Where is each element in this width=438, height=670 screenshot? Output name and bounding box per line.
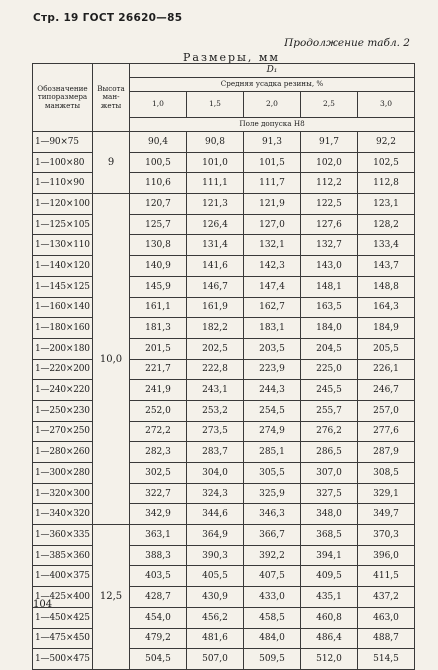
- designation-cell: 1—140×120: [33, 256, 93, 277]
- shrink-value: 3,0: [358, 92, 415, 118]
- value-cell: 90,4: [130, 132, 187, 153]
- value-cell: 101,0: [187, 152, 244, 173]
- table-body: [33, 132, 415, 670]
- value-cell: 305,5: [244, 463, 301, 484]
- shrink-value: 1,5: [187, 92, 244, 118]
- value-cell: 274,9: [244, 421, 301, 442]
- designation-cell: 1—145×125: [33, 276, 93, 297]
- value-cell: 368,5: [301, 525, 358, 546]
- value-cell: 127,0: [244, 214, 301, 235]
- value-cell: 111,7: [244, 173, 301, 194]
- table-row: [33, 421, 415, 442]
- table-row: [33, 173, 415, 194]
- value-cell: 283,7: [187, 442, 244, 463]
- table-row: [33, 214, 415, 235]
- designation-header: Обозначение типоразмера манжеты: [33, 64, 93, 132]
- table-row: [33, 525, 415, 546]
- value-cell: 364,9: [187, 525, 244, 546]
- value-cell: 514,5: [358, 649, 415, 670]
- value-cell: 148,1: [301, 276, 358, 297]
- value-cell: 222,8: [187, 359, 244, 380]
- value-cell: 458,5: [244, 607, 301, 628]
- value-cell: 273,5: [187, 421, 244, 442]
- table-row: [33, 566, 415, 587]
- table-continuation-label: Продолжение табл. 2: [284, 37, 410, 49]
- value-cell: 243,1: [187, 380, 244, 401]
- value-cell: 120,7: [130, 194, 187, 215]
- designation-cell: 1—200×180: [33, 338, 93, 359]
- table-row: [33, 297, 415, 318]
- designation-cell: 1—300×280: [33, 463, 93, 484]
- value-cell: 183,1: [244, 318, 301, 339]
- value-cell: 161,1: [130, 297, 187, 318]
- value-cell: 121,3: [187, 194, 244, 215]
- value-cell: 161,9: [187, 297, 244, 318]
- value-cell: 428,7: [130, 587, 187, 608]
- value-cell: 454,0: [130, 607, 187, 628]
- value-cell: 246,7: [358, 380, 415, 401]
- value-cell: 162,7: [244, 297, 301, 318]
- value-cell: 202,5: [187, 338, 244, 359]
- designation-cell: 1—220×200: [33, 359, 93, 380]
- page-header: Стр. 19 ГОСТ 26620—85: [33, 12, 183, 24]
- height-header: Высота ман-жеты: [93, 64, 130, 132]
- value-cell: 329,1: [358, 483, 415, 504]
- value-cell: 128,2: [358, 214, 415, 235]
- table-row: [33, 504, 415, 525]
- designation-cell: 1—110×90: [33, 173, 93, 194]
- value-cell: 463,0: [358, 607, 415, 628]
- value-cell: 143,0: [301, 256, 358, 277]
- value-cell: 127,6: [301, 214, 358, 235]
- table-row: [33, 318, 415, 339]
- d1-header: D₁: [130, 64, 415, 78]
- value-cell: 307,0: [301, 463, 358, 484]
- value-cell: 112,8: [358, 173, 415, 194]
- designation-cell: 1—450×425: [33, 607, 93, 628]
- table-row: [33, 359, 415, 380]
- value-cell: 253,2: [187, 400, 244, 421]
- value-cell: 244,3: [244, 380, 301, 401]
- value-cell: 507,0: [187, 649, 244, 670]
- dimensions-table: [32, 63, 415, 670]
- designation-cell: 1—500×475: [33, 649, 93, 670]
- value-cell: 133,4: [358, 235, 415, 256]
- value-cell: 181,3: [130, 318, 187, 339]
- value-cell: 437,2: [358, 587, 415, 608]
- value-cell: 322,7: [130, 483, 187, 504]
- value-cell: 512,0: [301, 649, 358, 670]
- value-cell: 433,0: [244, 587, 301, 608]
- value-cell: 509,5: [244, 649, 301, 670]
- value-cell: 349,7: [358, 504, 415, 525]
- value-cell: 344,6: [187, 504, 244, 525]
- value-cell: 164,3: [358, 297, 415, 318]
- value-cell: 143,7: [358, 256, 415, 277]
- designation-cell: 1—130×110: [33, 235, 93, 256]
- value-cell: 141,6: [187, 256, 244, 277]
- value-cell: 225,0: [301, 359, 358, 380]
- value-cell: 484,0: [244, 628, 301, 649]
- designation-cell: 1—280×260: [33, 442, 93, 463]
- shrink-header: Средняя усадка резины, %: [130, 78, 415, 92]
- value-cell: 100,5: [130, 152, 187, 173]
- height-cell: 12,5: [93, 525, 130, 670]
- table-row: [33, 649, 415, 670]
- value-cell: 147,4: [244, 276, 301, 297]
- designation-cell: 1—100×80: [33, 152, 93, 173]
- table-row: [33, 607, 415, 628]
- table-row: [33, 587, 415, 608]
- value-cell: 163,5: [301, 297, 358, 318]
- value-cell: 182,2: [187, 318, 244, 339]
- designation-cell: 1—240×220: [33, 380, 93, 401]
- value-cell: 405,5: [187, 566, 244, 587]
- value-cell: 142,3: [244, 256, 301, 277]
- value-cell: 110,6: [130, 173, 187, 194]
- value-cell: 272,2: [130, 421, 187, 442]
- value-cell: 285,1: [244, 442, 301, 463]
- table-row: [33, 380, 415, 401]
- value-cell: 111,1: [187, 173, 244, 194]
- value-cell: 430,9: [187, 587, 244, 608]
- value-cell: 223,9: [244, 359, 301, 380]
- value-cell: 324,3: [187, 483, 244, 504]
- value-cell: 122,5: [301, 194, 358, 215]
- table-caption: Размеры, мм: [183, 51, 280, 64]
- value-cell: 411,5: [358, 566, 415, 587]
- value-cell: 204,5: [301, 338, 358, 359]
- value-cell: 276,2: [301, 421, 358, 442]
- table-row: [33, 463, 415, 484]
- table-row: [33, 152, 415, 173]
- value-cell: 435,1: [301, 587, 358, 608]
- designation-cell: 1—425×400: [33, 587, 93, 608]
- value-cell: 348,0: [301, 504, 358, 525]
- shrink-value: 2,0: [244, 92, 301, 118]
- value-cell: 325,9: [244, 483, 301, 504]
- value-cell: 148,8: [358, 276, 415, 297]
- value-cell: 245,5: [301, 380, 358, 401]
- value-cell: 287,9: [358, 442, 415, 463]
- value-cell: 327,5: [301, 483, 358, 504]
- table-row: [33, 194, 415, 215]
- value-cell: 132,1: [244, 235, 301, 256]
- shrink-value: 2,5: [301, 92, 358, 118]
- designation-cell: 1—475×450: [33, 628, 93, 649]
- value-cell: 241,9: [130, 380, 187, 401]
- value-cell: 184,0: [301, 318, 358, 339]
- designation-cell: 1—360×335: [33, 525, 93, 546]
- value-cell: 91,3: [244, 132, 301, 153]
- value-cell: 394,1: [301, 545, 358, 566]
- value-cell: 112,2: [301, 173, 358, 194]
- value-cell: 363,1: [130, 525, 187, 546]
- value-cell: 121,9: [244, 194, 301, 215]
- value-cell: 184,9: [358, 318, 415, 339]
- value-cell: 302,5: [130, 463, 187, 484]
- value-cell: 126,4: [187, 214, 244, 235]
- designation-cell: 1—340×320: [33, 504, 93, 525]
- value-cell: 101,5: [244, 152, 301, 173]
- table-row: [33, 483, 415, 504]
- value-cell: 486,4: [301, 628, 358, 649]
- value-cell: 370,3: [358, 525, 415, 546]
- value-cell: 409,5: [301, 566, 358, 587]
- value-cell: 479,2: [130, 628, 187, 649]
- value-cell: 102,0: [301, 152, 358, 173]
- value-cell: 488,7: [358, 628, 415, 649]
- designation-cell: 1—385×360: [33, 545, 93, 566]
- designation-cell: 1—250×230: [33, 400, 93, 421]
- value-cell: 481,6: [187, 628, 244, 649]
- value-cell: 201,5: [130, 338, 187, 359]
- value-cell: 254,5: [244, 400, 301, 421]
- value-cell: 130,8: [130, 235, 187, 256]
- value-cell: 257,0: [358, 400, 415, 421]
- value-cell: 255,7: [301, 400, 358, 421]
- value-cell: 282,3: [130, 442, 187, 463]
- height-cell: 9: [93, 132, 130, 194]
- value-cell: 277,6: [358, 421, 415, 442]
- value-cell: 388,3: [130, 545, 187, 566]
- designation-cell: 1—90×75: [33, 132, 93, 153]
- value-cell: 125,7: [130, 214, 187, 235]
- value-cell: 205,5: [358, 338, 415, 359]
- table-row: [33, 235, 415, 256]
- value-cell: 140,9: [130, 256, 187, 277]
- value-cell: 407,5: [244, 566, 301, 587]
- value-cell: 460,8: [301, 607, 358, 628]
- designation-cell: 1—180×160: [33, 318, 93, 339]
- value-cell: 145,9: [130, 276, 187, 297]
- value-cell: 123,1: [358, 194, 415, 215]
- value-cell: 308,5: [358, 463, 415, 484]
- value-cell: 390,3: [187, 545, 244, 566]
- page-number: 104: [33, 599, 53, 610]
- tolerance-header: Поле допуска H8: [130, 118, 415, 132]
- value-cell: 91,7: [301, 132, 358, 153]
- height-cell: 10,0: [93, 194, 130, 525]
- table-row: [33, 545, 415, 566]
- table-row: [33, 256, 415, 277]
- value-cell: 286,5: [301, 442, 358, 463]
- value-cell: 92,2: [358, 132, 415, 153]
- value-cell: 396,0: [358, 545, 415, 566]
- table-row: [33, 442, 415, 463]
- shrink-value: 1,0: [130, 92, 187, 118]
- value-cell: 504,5: [130, 649, 187, 670]
- value-cell: 146,7: [187, 276, 244, 297]
- designation-cell: 1—400×375: [33, 566, 93, 587]
- value-cell: 403,5: [130, 566, 187, 587]
- value-cell: 226,1: [358, 359, 415, 380]
- value-cell: 456,2: [187, 607, 244, 628]
- table-row: [33, 276, 415, 297]
- value-cell: 221,7: [130, 359, 187, 380]
- value-cell: 304,0: [187, 463, 244, 484]
- designation-cell: 1—270×250: [33, 421, 93, 442]
- table-row: [33, 400, 415, 421]
- value-cell: 252,0: [130, 400, 187, 421]
- table-row: [33, 628, 415, 649]
- value-cell: 131,4: [187, 235, 244, 256]
- value-cell: 203,5: [244, 338, 301, 359]
- value-cell: 346,3: [244, 504, 301, 525]
- designation-cell: 1—125×105: [33, 214, 93, 235]
- designation-cell: 1—320×300: [33, 483, 93, 504]
- value-cell: 102,5: [358, 152, 415, 173]
- value-cell: 90,8: [187, 132, 244, 153]
- value-cell: 342,9: [130, 504, 187, 525]
- designation-cell: 1—120×100: [33, 194, 93, 215]
- value-cell: 366,7: [244, 525, 301, 546]
- table-row: [33, 338, 415, 359]
- designation-cell: 1—160×140: [33, 297, 93, 318]
- value-cell: 392,2: [244, 545, 301, 566]
- value-cell: 132,7: [301, 235, 358, 256]
- table-row: [33, 132, 415, 153]
